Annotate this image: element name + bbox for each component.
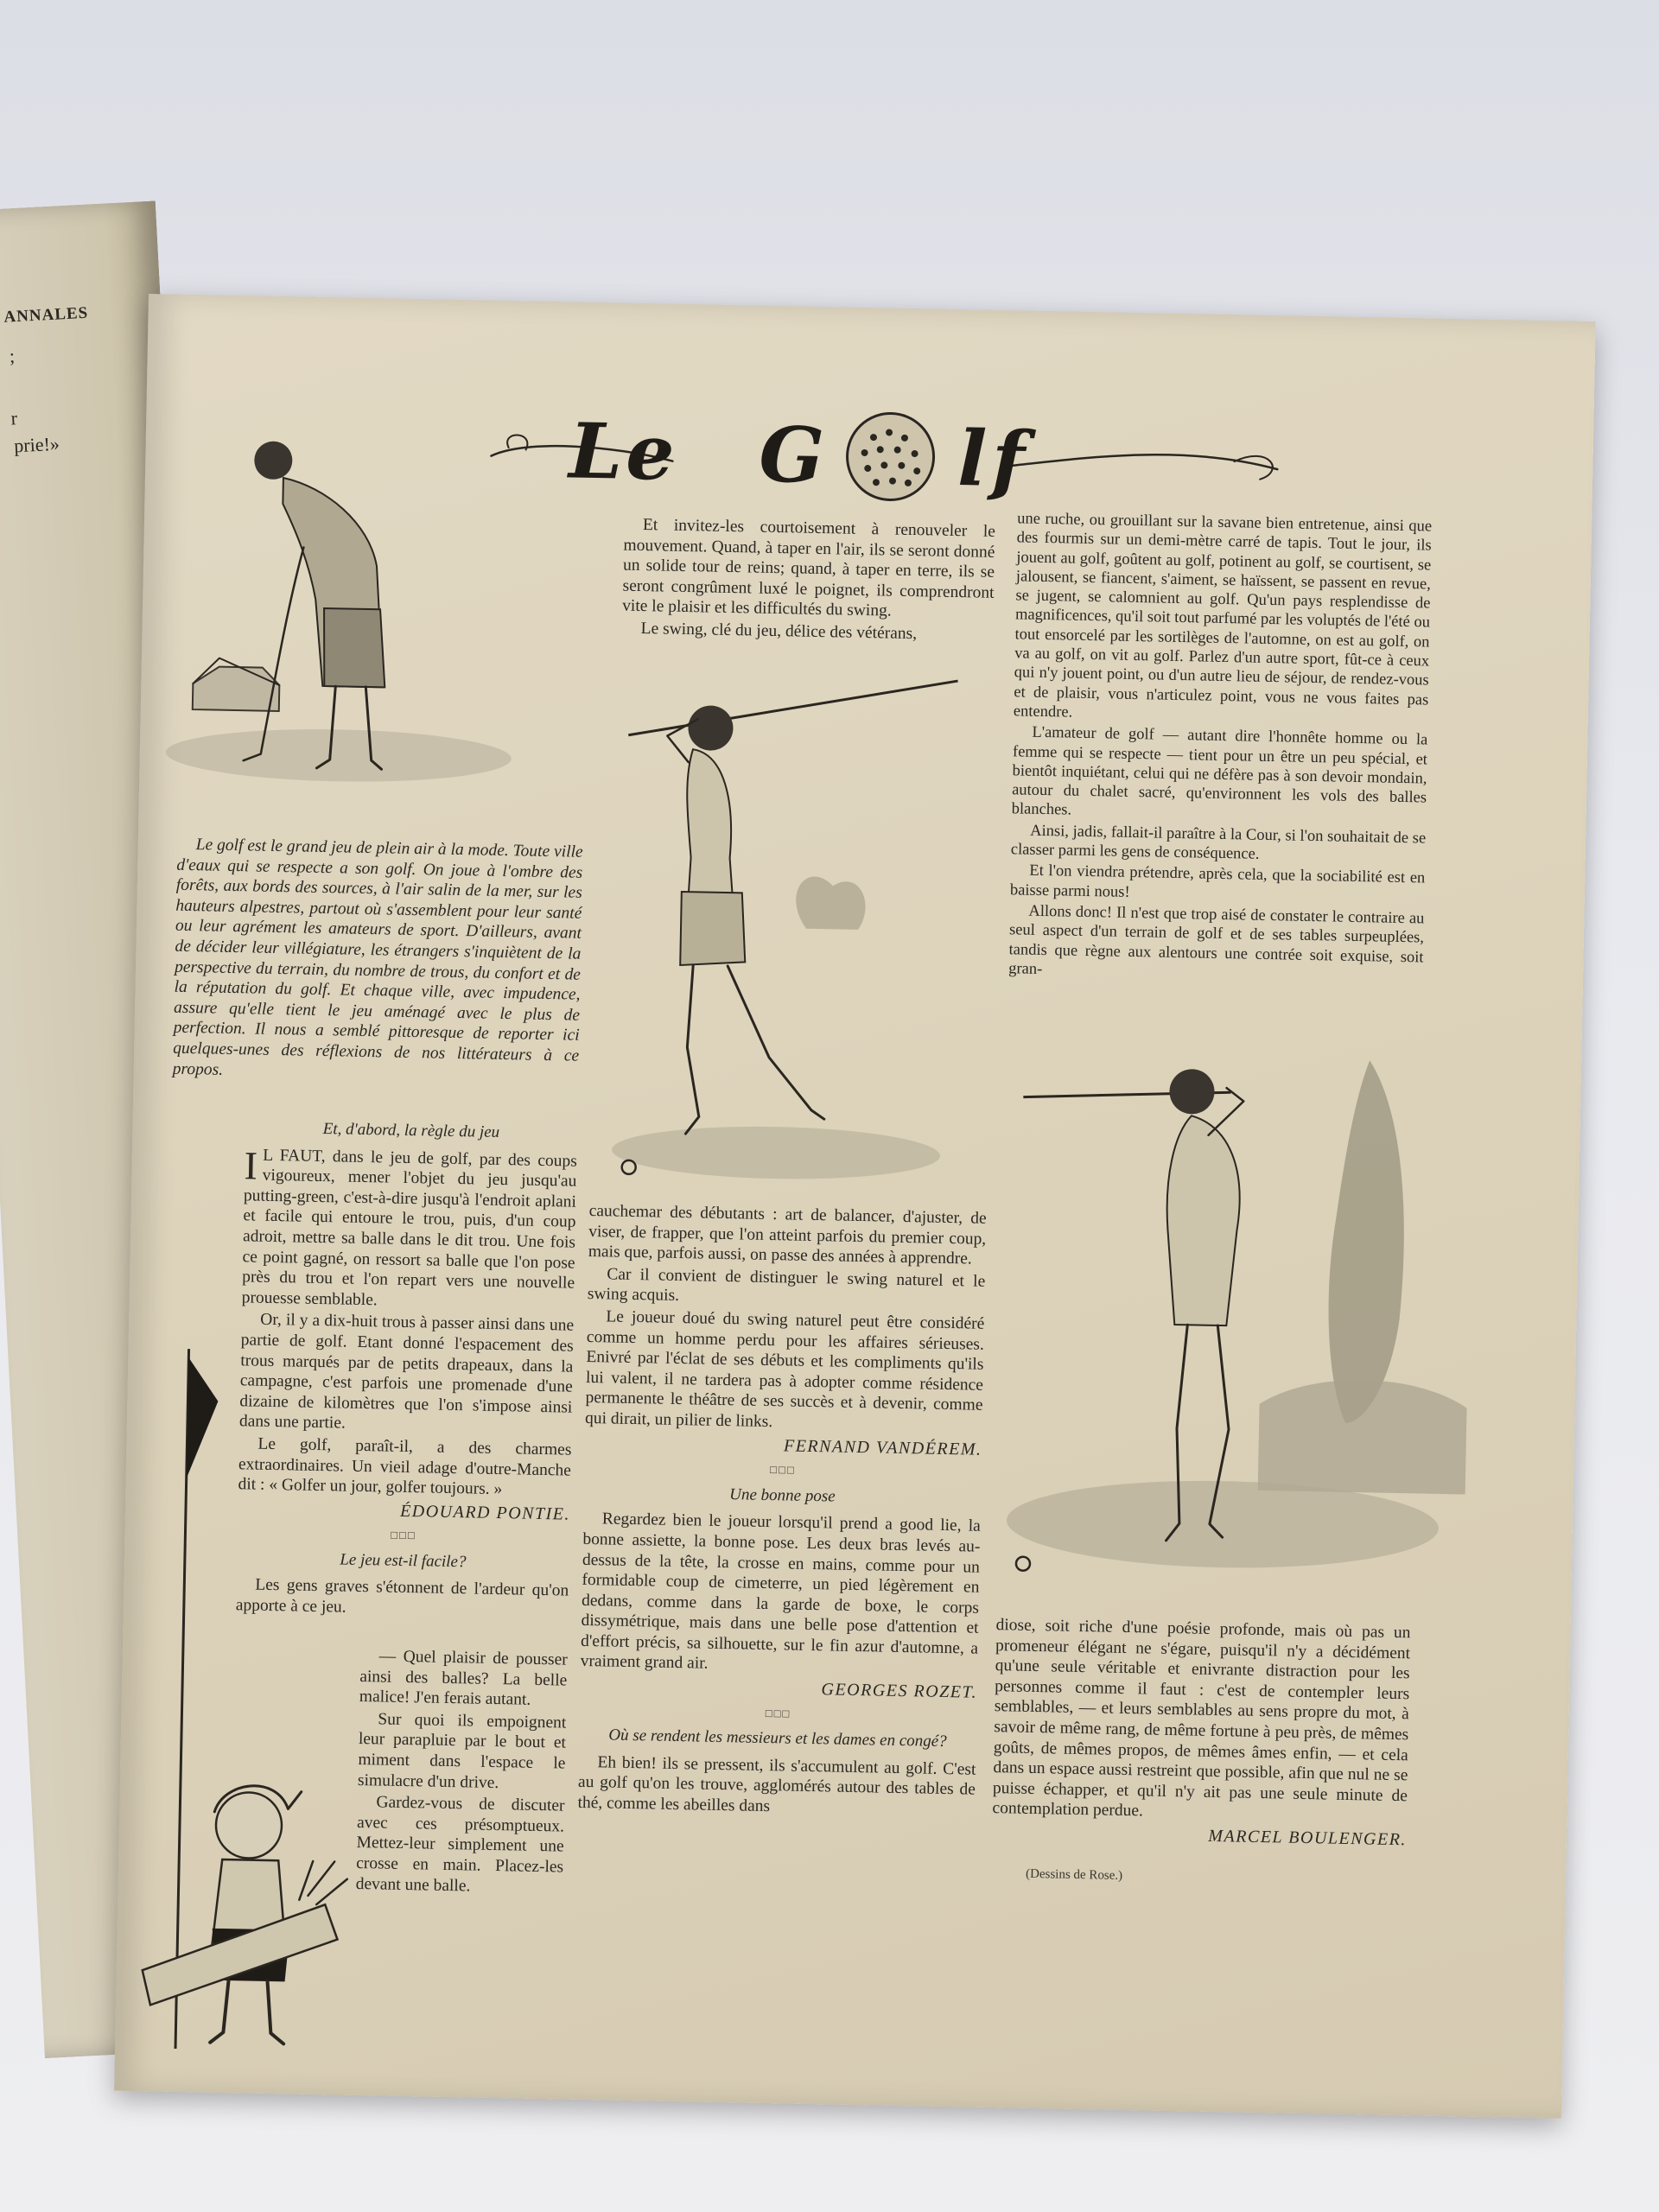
title-block [473,395,1295,523]
column2-top: Et invitez-les courtoisement à renouveler le mouvement. Quand, à taper en l'air, ils se seront donné un solide tour de reins; quand, à taper en terre, ils se seront congrûment luxé le poignet, ils comprendront vite le plaisir et les difficultés du swing. Le swing, clé du jeu, délice des vétérans, [621,516,996,644]
title-part1: Le [568,405,679,498]
facing-page-header: ANNALES [3,303,89,327]
section4-heading: Où se rendent les messieurs et les dames en congé? [608,1726,947,1751]
separator: □□□ [391,1528,416,1542]
section1-heading: Et, d'abord, la règle du jeu [322,1120,500,1141]
title-letter-g: G [758,409,825,501]
column2-bottom: cauchemar des débutants : art de balancer, d'ajuster, de viser, de frapper, que l'on atteint parfois du premier coup, mais que, parfois aussi, on passe des années à apprendre. Car il convient de distinguer le swing naturel et le swing acquis. Le joueur doué du swing naturel peut être considéré comme un homme perdu pour les affaires sérieuses. Enivré par l'éclat de ses débuts et les compliments qu'ils lui valent, il ne tardera pas à adopter comme résidence permanente le théâtre de ses succès et à devenir, comme qui dirait, un pilier de links. FERNAND VANDÉREM. □□□ Une bonne pose Regardez bien le joueur lorsqu'il prend a good lie, la bonne assiette, la bonne pose. Les deux bras levés au-dessus de la tête, la crosse en mains, comme pour un formidable coup de cimeterre, un pied légèrement en dedans, comme dans la garde de boxe, le corps dissymétrique, mais dans une belle pose d'attention et d'effort précis, sa silhouette, sur le fin azur d'automne, a vraiment grand air. GEORGES ROZET. □□□ Où se rendent les messieurs et les dames en congé? Eh bien! ils se pressent, ils s'accumulent au golf. C'est au golf qu'on les trouve, agglomérés autour des tables de thé, comme les abeilles dans [577,1201,987,1816]
separator: □□□ [770,1463,796,1477]
signature-boulenger: MARCEL BOULENGER. [1208,1826,1408,1850]
signature-pontie: ÉDOUARD PONTIE. [399,1501,571,1524]
illustration-follow-through-golfer [996,1036,1491,1599]
section-rule-of-game: Et, d'abord, la règle du jeu I L FAUT, dans le jeu de golf, par des coups vigoureux, mener l'objet du jeu jusqu'au putting-green, c'est-à-dire jusqu'à l'endroit aplani et facile qui entoure le trou, puis, d'un coup adroit, mettre sa balle dans le dit trou. Une fois ce point gagné, on ressort sa balle que l'on pose près du trou et l'on repart vers une nouvelle prouesse semblable. Or, il y a dix-huit trous à passer ainsi dans une partie de golf. Etant donné l'espacement des trous marqués par de petits drapeaux, dans la campagne, c'est parfois une promenade d'une dizaine de kilomètres que l'on s'impose ainsi dans une partie. Le golf, paraît-il, a des charmes extraordinaires. Un vieil adage d'outre-Manche dit : « Golfer un jour, golfer toujours. » ÉDOUARD PONTIE. □□□ Le jeu est-il facile? Les gens graves s'étonnent de l'ardeur qu'on apporte à ce jeu. [236,1112,578,1624]
signature-vanderem: FERNAND VANDÉREM. [783,1435,982,1459]
column3-top: une ruche, ou grouillant sur la savane bien entretenue, ainsi que des fourmis sur un demi-mètre carré de tapis. Tout le jour, ils jouent au golf, goûtent au golf, potinent au golf, se courtisent, se jalousent, se fiancent, s'aiment, se haïssent, se passent en revue, se jugent, se calomnient au golf. Qu'un pays resplendisse de magnificences, qu'il soit tout parfumé par les voluptés de l'été ou tout ensorcelé par les sortilèges de l'automne, on est au golf, on va au golf, on vit au golf. Parlez d'un autre sport, fût-ce à ceux qui n'y jouent point, ou d'un autre lieu de séjour, de rendez-vous et de plaisir, vous n'articulez point, vous ne vous faites pas entendre. L'amateur de golf — autant dire l'honnête homme ou la femme qui se respecte — tient pour un être un peu spécial, et bientôt inquiétant, celui qui ne défère pas à son devoir mondain, autour du chalet sacré, qu'environnent les vols des balles blanches. Ainsi, jadis, fallait-il paraître à la Cour, si l'on souhaitait de se classer parmi les gens de conséquence. Et l'on viendra prétendre, après cela, que la sociabilité est en baisse parmi nous! Allons donc! Il n'est que trop aisé de constater le contraire au seul aspect d'un terrain de golf et de ses tables surpeuplées, tandis que règne aux alentours une contrée soit exquise, soit gran- [1007,510,1433,978]
signature-rozet: GEORGES ROZET. [821,1680,978,1702]
illustration-putting-golfer [156,423,526,793]
illustration-swinging-golfer [602,665,1009,1192]
section2-heading: Le jeu est-il facile? [340,1550,467,1572]
dropcap: I [244,1142,258,1188]
flag-icon [187,1357,219,1479]
magazine-page [114,294,1596,2119]
section3-heading: Une bonne pose [729,1484,836,1506]
column3-bottom: diose, soit riche d'une poésie profonde, mais où pas un promeneur élégant ne s'égare, puisqu'il n'y a décidément qu'une seule véritable et enivrante distraction pour les personnes comme il faut : c'est de contempler leurs semblables, — et leurs semblables au sens propre du mot, à savoir de même rang, de même fortune à peu près, de mêmes goûts, de mêmes propos, de mêmes âmes enfin, — et cela dans un espace aussi restreint que possible, afin que nul ne se puisse échapper, et qu'il n'y ait pas une seule minute de contemplation perdue. MARCEL BOULENGER. (Dessins de Rose.) [991,1615,1411,1891]
facing-page-fragment: prie!» [13,432,60,457]
facing-page-fragment: r [10,407,18,429]
illustration-caddie-boy [124,1339,371,2061]
section2-narrow-text: — Quel plaisir de pousser ainsi des balles? La belle malice! J'en ferais autant. Sur quoi ils empoignent leur parapluie par le bout et miment dans l'espace le simulacre d'un drive. Gardez-vous de discuter avec ces présomptueux. Mettez-leur simplement une crosse en main. Placez-les devant une balle. [355,1647,568,1896]
separator: □□□ [765,1706,791,1720]
illustration-credit: (Dessins de Rose.) [1025,1866,1123,1883]
facing-page-fragment: ; [9,345,16,367]
intro-text: Le golf est le grand jeu de plein air à la mode. Toute ville d'eaux qui se respecte a son golf. On joue à l'ombre des forêts, aux bords des sources, à l'air salin de la mer, sur les hauteurs alpestres, partout où s'assemblent pour leur santé ou leur agrément les amateurs de sport. D'ailleurs, avant de décider leur villégiature, les étrangers s'inquiètent de la perspective du terrain, du nombre de trous, du confort et de la réputation du golf. Et chaque ville, avec impudence, assure qu'elle tient le jeu aménagé avec le plus de perfection. Il nous a semblé pittoresque de reporter ici quelques-unes des réflexions de nos littérateurs à ce propos. [172,836,583,1079]
title-letters-lf: lf [957,413,1031,505]
